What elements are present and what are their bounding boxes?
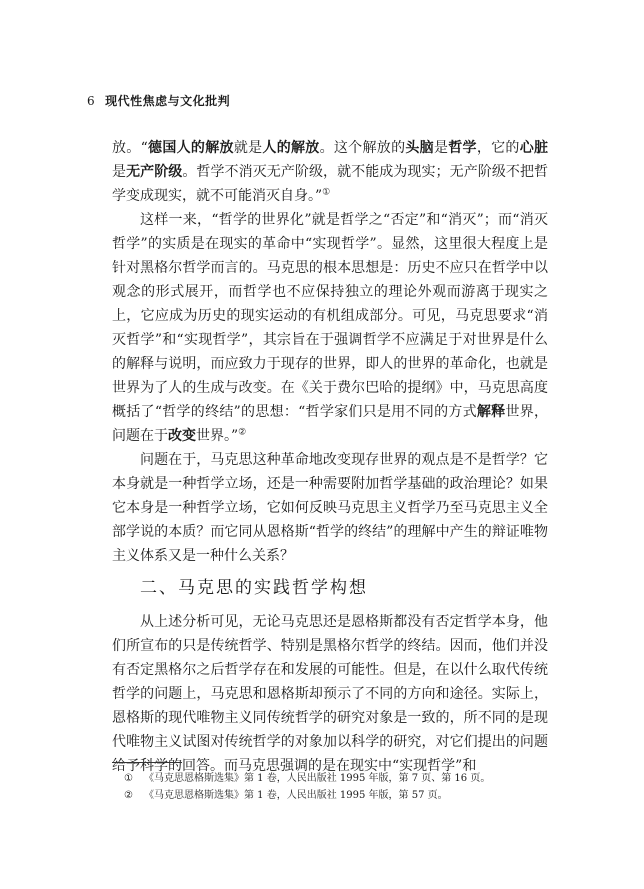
footnote-ref-1: ①: [322, 187, 331, 198]
footnote-divider: [112, 762, 182, 763]
footnotes: [124, 770, 544, 804]
running-title: 现代性焦虑与文化批判: [105, 94, 231, 108]
section-heading: 二、马克思的实践哲学构想: [140, 578, 368, 598]
page-number: 6: [87, 94, 96, 108]
main-text: [112, 136, 548, 778]
running-header: [87, 92, 230, 109]
paragraph-4: 从上述分析可见，无论马克思还是恩格斯都没有否定哲学本身，他们所宣布的只是传统哲学、特别是黑格尔哲学的终结。因而，他们并没有否定黑格尔之后哲学存在和发展的可能性。但是，在以什么取代传统哲学的问题上，马克思和恩格斯却预示了不同的方向和途径。实际上，恩格斯的现代唯物主义同传统哲学的研究对象是一致的，所不同的是现代唯物主义试图对传统哲学的对象加以科学的研究，对它们提出的问题给予科学的回答。而马克思强调的是在现实中“实现哲学”和: [112, 614, 548, 774]
footnote-ref-2: ②: [238, 427, 247, 438]
paragraph-1: 放。“德国人的解放就是人的解放。这个解放的头脑是哲学，它的心脏是无产阶级。哲学不消灭无产阶级，就不能成为现实；无产阶级不把哲学变成现实，就不可能消灭自身。”①: [112, 140, 549, 204]
footnote-1: ① 《马克思恩格斯选集》第 1 卷，人民出版社 1995 年版，第 7 页、第 16 页。: [124, 773, 491, 784]
paragraph-2: 这样一来，“哲学的世界化”就是哲学之“否定”和“消灭”；而“消灭哲学”的实质是在现实的革命中“实现哲学”。显然，这里很大程度上是针对黑格尔哲学而言的。马克思的根本思想是：历史不应只在哲学中以观念的形式展开，而哲学也不应保持独立的理论外观而游离于现实之上，它应成为历史的现实运动的有机组成部分。可见，马克思要求“消灭哲学”和“实现哲学”，其宗旨在于强调哲学不应满足于对世界是什么的解释与说明，而应致力于现存的世界，即人的世界的革命化，也就是世界为了人的生成与改变。在《关于费尔巴哈的提纲》中，马克思高度概括了“哲学的终结”的思想：“哲学家们只是用不同的方式解释世界，问题在于改变世界。”②: [112, 212, 549, 444]
footnote-2: ② 《马克思恩格斯选集》第 1 卷，人民出版社 1995 年版，第 57 页。: [124, 790, 448, 801]
paragraph-3: 问题在于，马克思这种革命地改变现存世界的观点是不是哲学？它本身就是一种哲学立场，还是一种需要附加哲学基础的政治理论？如果它本身是一种哲学立场，它如何反映马克思主义哲学乃至马克思主义全部学说的本质？而它同从恩格斯“哲学的终结”的理解中产生的辩证唯物主义体系又是一种什么关系？: [112, 452, 548, 564]
